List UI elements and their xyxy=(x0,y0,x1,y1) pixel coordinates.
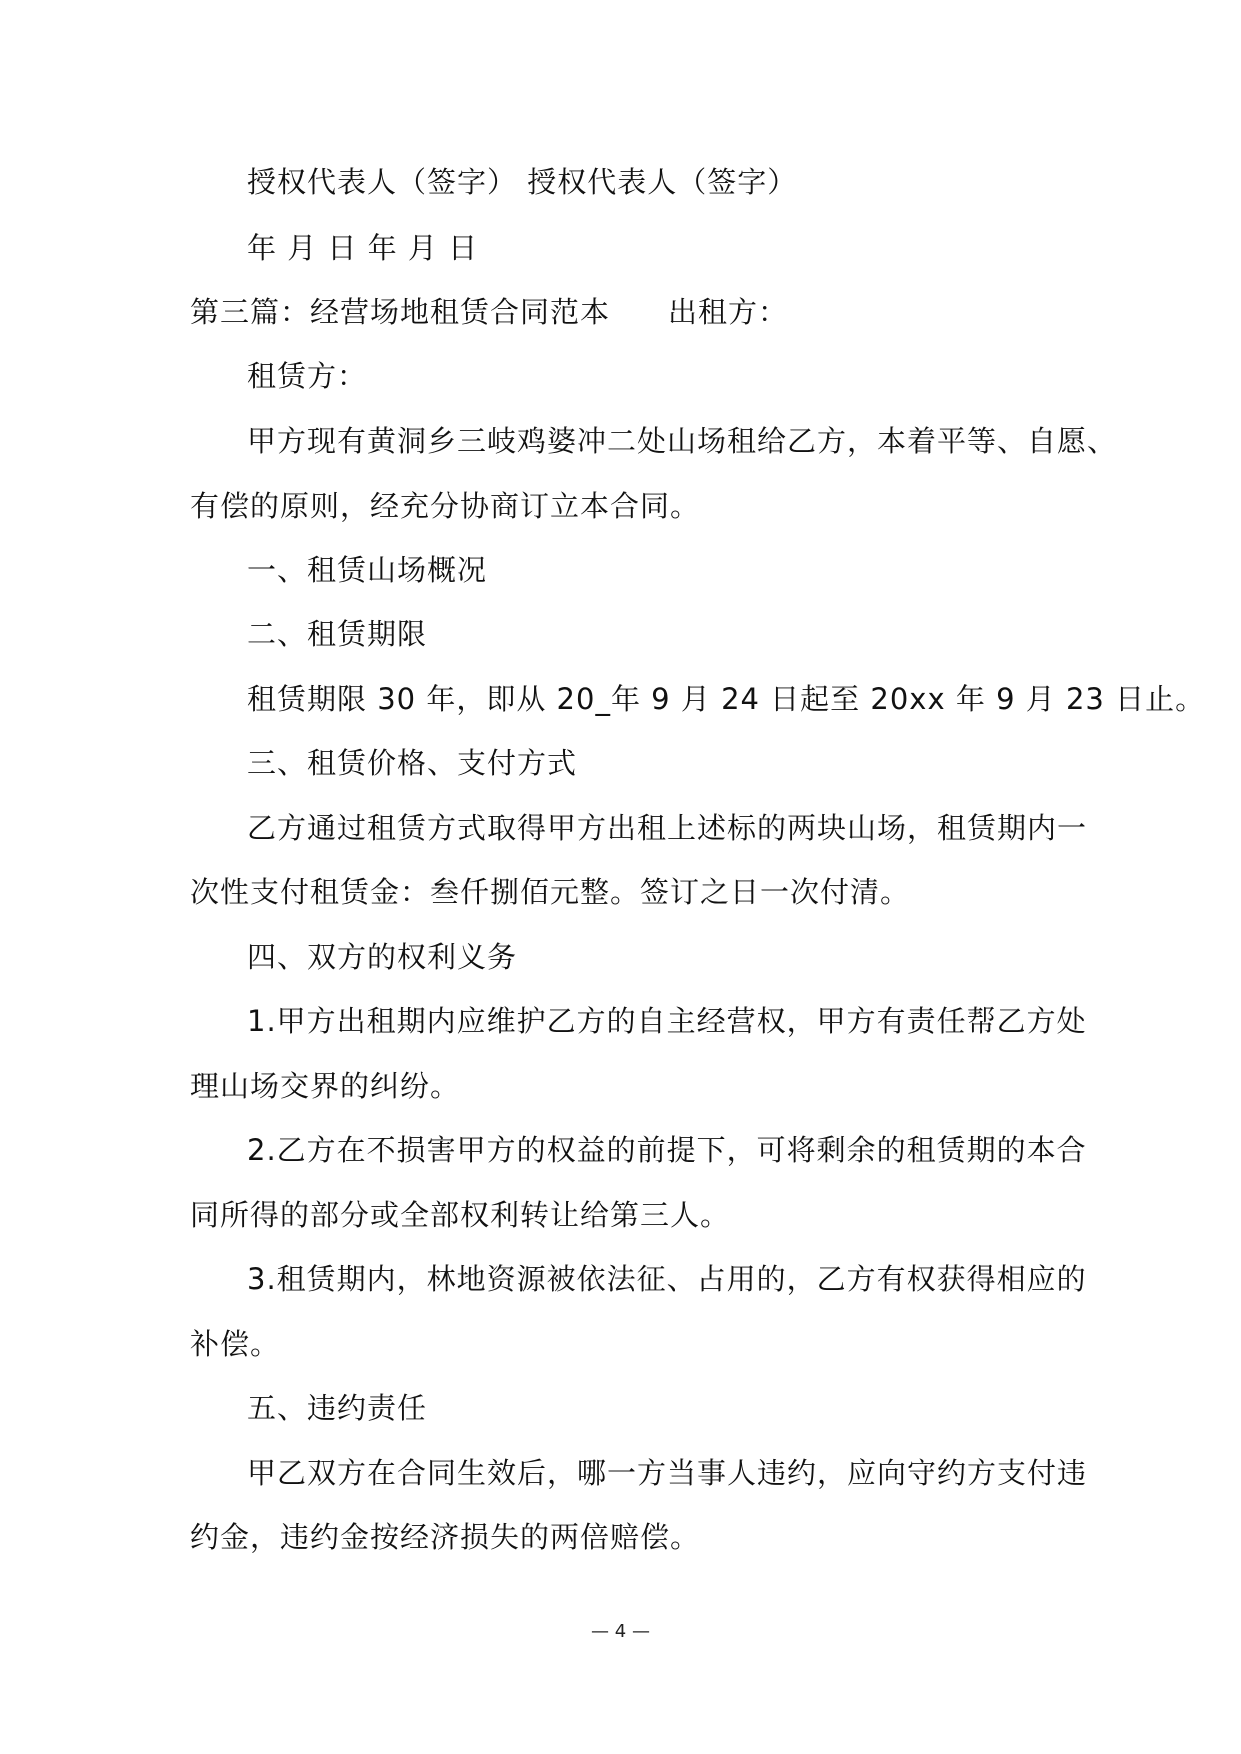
paragraph-line: 3.租赁期内，林地资源被依法征、占用的，乙方有权获得相应的 xyxy=(247,1262,1087,1296)
paragraph-line: 同所得的部分或全部权利转让给第三人。 xyxy=(190,1198,731,1232)
paragraph-line: 甲乙双方在合同生效后，哪一方当事人违约，应向守约方支付违 xyxy=(247,1456,1088,1490)
page-number: — 4 — xyxy=(591,1621,650,1642)
paragraph-line: 乙方通过租赁方式取得甲方出租上述标的两块山场，租赁期内一 xyxy=(247,811,1088,845)
paragraph-line: 有偿的原则，经充分协商订立本合同。 xyxy=(190,489,701,523)
paragraph-line: 补偿。 xyxy=(190,1327,281,1361)
date-line: 年 月 日 年 月 日 xyxy=(247,231,479,265)
paragraph-line: 2.乙方在不损害甲方的权益的前提下，可将剩余的租赁期的本合 xyxy=(247,1133,1087,1167)
clause-heading: 五、违约责任 xyxy=(247,1391,428,1425)
paragraph-line: 甲方现有黄洞乡三岐鸡婆冲二处山场租给乙方，本着平等、自愿、 xyxy=(247,424,1118,458)
paragraph-line: 1.甲方出租期内应维护乙方的自主经营权，甲方有责任帮乙方处 xyxy=(247,1004,1087,1038)
paragraph-line: 约金，违约金按经济损失的两倍赔偿。 xyxy=(190,1520,701,1554)
section-title-line xyxy=(190,292,788,332)
section-title: 第三篇：经营场地租赁合同范本 xyxy=(190,295,611,329)
signature-line: 授权代表人（签字） 授权代表人（签字） xyxy=(247,165,798,199)
clause-heading: 二、租赁期限 xyxy=(247,617,428,651)
paragraph-line: 租赁期限 30 年，即从 20_年 9 月 24 日起至 20xx 年 9 月 23 日止。 xyxy=(247,682,1206,716)
clause-heading: 四、双方的权利义务 xyxy=(247,940,518,974)
clause-heading: 一、租赁山场概况 xyxy=(247,553,488,587)
lessor-label: 出租方： xyxy=(668,295,789,329)
clause-heading: 三、租赁价格、支付方式 xyxy=(247,746,578,780)
lessee-label: 租赁方： xyxy=(247,359,368,393)
paragraph-line: 理山场交界的纠纷。 xyxy=(190,1069,461,1103)
paragraph-line: 次性支付租赁金：叁仟捌佰元整。签订之日一次付清。 xyxy=(190,875,911,909)
